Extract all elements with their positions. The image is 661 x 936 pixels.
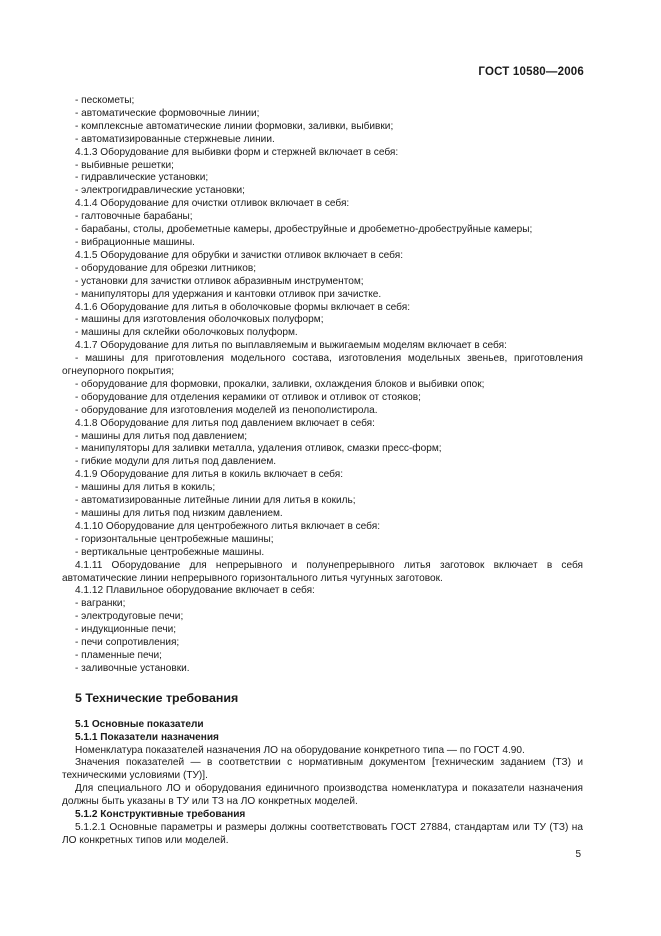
list-item: - электродуговые печи; xyxy=(75,611,184,623)
list-item: - вибрационные машины. xyxy=(75,236,195,248)
document-body xyxy=(62,95,583,848)
list-item: - горизонтальные центробежные машины; xyxy=(75,533,274,545)
list-item: - машины для изготовления оболочковых полуформ; xyxy=(75,314,324,326)
list-item: - галтовочные барабаны; xyxy=(75,211,193,223)
list-item: - манипуляторы для удержания и кантовки отливок при зачистке. xyxy=(75,288,382,300)
clause-heading: 4.1.12 Плавильное оборудование включает в себя: xyxy=(75,585,315,597)
list-item: - машины для склейки оболочковых полуформ. xyxy=(75,327,298,339)
list-item: - пескометы; xyxy=(75,95,135,106)
subsection-heading: 5.1 Основные показатели xyxy=(75,718,204,730)
clause-heading: 4.1.8 Оборудование для литья под давлением включает в себя: xyxy=(75,417,375,429)
paragraph: Для специального ЛО и оборудования единичного производства номенклатура и показатели назначения должны быть указаны в ТУ или ТЗ на ЛО конкретных моделей. xyxy=(62,783,583,808)
list-item: - вагранки; xyxy=(75,598,126,610)
paragraph: Значения показателей — в соответствии с нормативным документом [техническим заданием (ТЗ) и техническими условиями (ТУ)]. xyxy=(62,757,583,782)
clause-heading: 4.1.4 Оборудование для очистки отливок включает в себя: xyxy=(75,198,350,210)
list-item: - пламенные печи; xyxy=(75,649,162,661)
list-item: - машины для литья под низким давлением. xyxy=(75,508,283,519)
list-item: - печи сопротивления; xyxy=(75,637,180,649)
list-item: - манипуляторы для заливки металла, удаления отливок, смазки пресс-форм; xyxy=(75,443,442,455)
document-code: ГОСТ 10580—2006 xyxy=(478,66,584,78)
clause-heading: 4.1.6 Оборудование для литья в оболочковые формы включает в себя: xyxy=(75,301,411,313)
subsection-heading: 5.1.2 Конструктивные требования xyxy=(75,809,246,821)
list-item: - электрогидравлические установки; xyxy=(75,185,245,197)
subsection-heading: 5.1.1 Показатели назначения xyxy=(75,731,219,743)
list-item: - барабаны, столы, дробеметные камеры, дробеструйные и дробеметно-дробеструйные камеры; xyxy=(75,224,533,236)
list-item: - индукционные печи; xyxy=(75,624,177,636)
paragraph: Номенклатура показателей назначения ЛО на оборудование конкретного типа — по ГОСТ 4.90. xyxy=(75,744,525,756)
list-item: - выбивные решетки; xyxy=(75,159,174,171)
list-item: - гидравлические установки; xyxy=(75,172,209,184)
list-item: - машины для литья под давлением; xyxy=(75,430,248,442)
paragraph: 5.1.2.1 Основные параметры и размеры должны соответствовать ГОСТ 27884, стандартам или ТУ (ТЗ) на ЛО конкретных типов или моделей. xyxy=(62,821,583,846)
clause-heading: 4.1.10 Оборудование для центробежного литья включает в себя: xyxy=(75,520,380,532)
list-item: - автоматизированные стержневые линии. xyxy=(75,133,275,145)
clause-paragraph: 4.1.11 Оборудование для непрерывного и полунепрерывного литья заготовок включает в себя автоматические линии непрерывного горизонтального литья чугунных заготовок. xyxy=(62,559,583,584)
list-item: - гибкие модули для литья под давлением. xyxy=(75,456,277,468)
list-item: - установки для зачистки отливок абразивным инструментом; xyxy=(75,275,364,287)
list-item: - оборудование для обрезки литников; xyxy=(75,262,256,274)
list-item: - автоматические формовочные линии; xyxy=(75,107,260,119)
list-item-wrapped: - машины для приготовления модельного состава, изготовления модельных звеньев, приготовления огнеупорного покрытия; xyxy=(62,353,583,378)
list-item: - оборудование для формовки, прокалки, заливки, охлаждения блоков и выбивки опок; xyxy=(75,378,485,390)
section-title: 5 Технические требования xyxy=(75,690,239,705)
clause-heading: 4.1.3 Оборудование для выбивки форм и стержней включает в себя: xyxy=(75,146,399,158)
list-item: - оборудование для отделения керамики от отливок и отливок от стояков; xyxy=(75,391,421,403)
clause-heading: 4.1.7 Оборудование для литья по выплавляемым и выжигаемым моделям включает в себя: xyxy=(75,340,507,352)
list-item: - машины для литья в кокиль; xyxy=(75,482,216,494)
list-item: - комплексные автоматические линии формовки, заливки, выбивки; xyxy=(75,120,394,132)
list-item: - автоматизированные литейные линии для литья в кокиль; xyxy=(75,495,356,507)
list-item: - вертикальные центробежные машины. xyxy=(75,546,265,558)
clause-heading: 4.1.9 Оборудование для литья в кокиль включает в себя: xyxy=(75,469,344,481)
page-number: 5 xyxy=(575,849,581,860)
clause-heading: 4.1.5 Оборудование для обрубки и зачистки отливок включает в себя: xyxy=(75,249,403,261)
list-item: - заливочные установки. xyxy=(75,662,190,674)
list-item: - оборудование для изготовления моделей из пенополистирола. xyxy=(75,404,378,416)
